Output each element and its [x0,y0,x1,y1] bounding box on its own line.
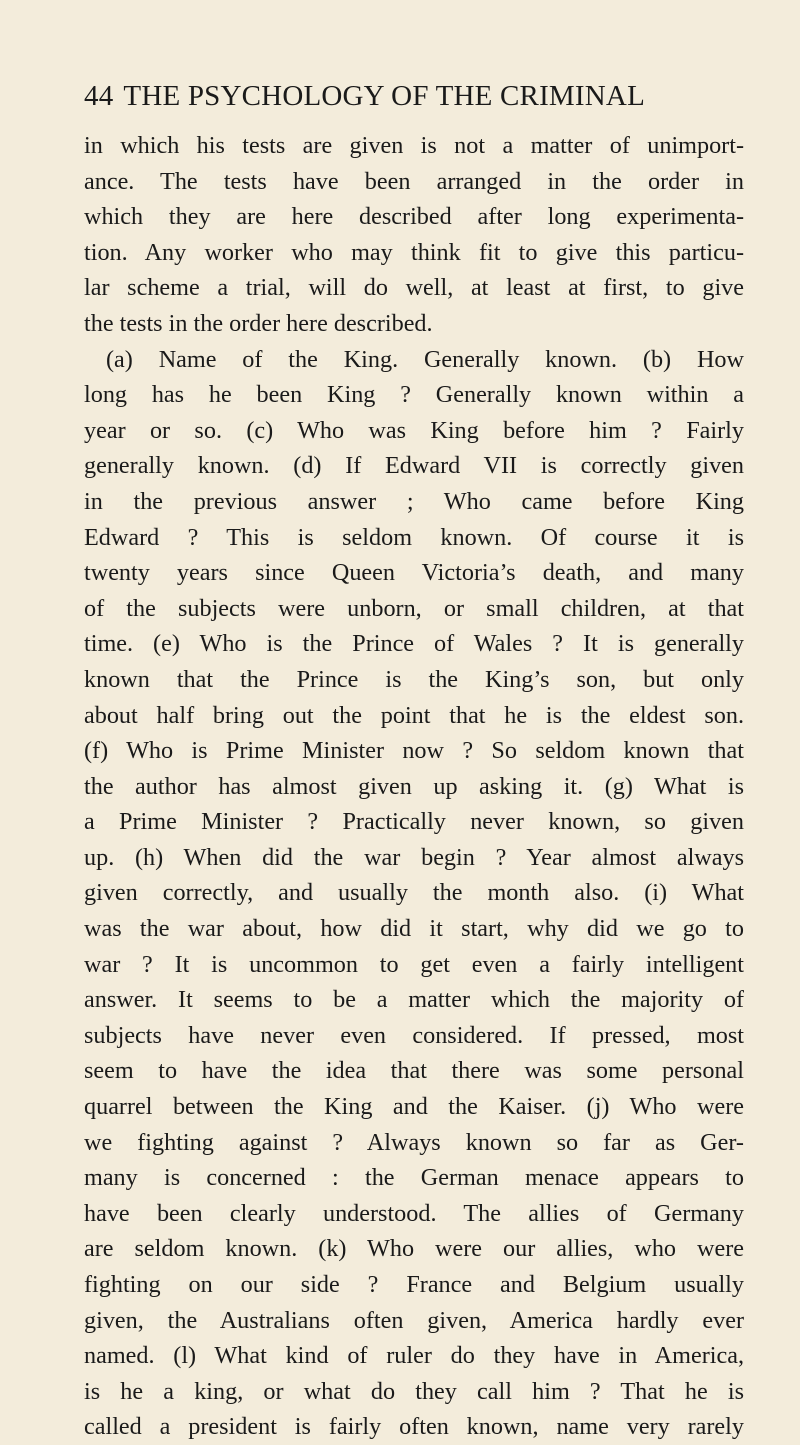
text-line: twenty years since Queen Victoria’s death, and many [84,559,744,587]
text-line: in which his tests are given is not a matter of unimport- [84,132,744,159]
text-line: year or so. (c) Who was King before him ? Fairly [84,416,744,444]
text-line: ance. The tests have been arranged in the order in [84,167,744,195]
text-line: called a president is fairly often known, name very rarely [84,1413,744,1441]
text-line: is he a king, or what do they call him ? That he is [84,1377,744,1405]
text-line: of the subjects were unborn, or small children, at that [84,594,744,622]
text-line: (a) Name of the King. Generally known. (b) How [106,345,744,373]
text-line: in the previous answer ; Who came before King [84,487,744,515]
text-line: we fighting against ? Always known so far as Ger- [84,1128,744,1156]
text-line: the tests in the order here described. [84,309,433,337]
text-line: fighting on our side ? France and Belgium usually [84,1271,744,1298]
text-line: given, the Australians often given, America hardly ever [84,1306,744,1334]
text-line: time. (e) Who is the Prince of Wales ? It is generally [84,630,744,658]
text-line: generally known. (d) If Edward VII is correctly given [84,452,744,480]
text-line: named. (l) What kind of ruler do they have in America, [84,1342,744,1370]
text-line: (f) Who is Prime Minister now ? So seldom known that [84,737,744,765]
text-line: have been clearly understood. The allies of Germany [84,1199,744,1227]
text-line: which they are here described after long experimenta- [84,203,744,231]
text-line: up. (h) When did the war begin ? Year almost always [84,843,744,871]
text-line: are seldom known. (k) Who were our allies, who were [84,1235,744,1263]
text-line: Edward ? This is seldom known. Of course it is [84,523,744,551]
text-line: the author has almost given up asking it. (g) What is [84,772,744,800]
running-head [84,78,736,114]
text-line: a Prime Minister ? Practically never known, so given [84,808,744,836]
text-line: was the war about, how did it start, why did we go to [84,915,744,943]
text-line: given correctly, and usually the month also. (i) What [84,879,744,907]
text-line: long has he been King ? Generally known within a [84,381,744,409]
text-line: lar scheme a trial, will do well, at least at first, to give [84,274,744,302]
body-text [84,128,744,1445]
text-line: subjects have never even considered. If pressed, most [84,1021,744,1049]
text-line: known that the Prince is the King’s son, but only [84,665,744,693]
text-line: about half bring out the point that he is the eldest son. [84,701,744,729]
text-line: quarrel between the King and the Kaiser. (j) Who were [84,1093,744,1121]
text-line: answer. It seems to be a matter which the majority of [84,986,744,1014]
text-line: many is concerned : the German menace appears to [84,1164,744,1192]
text-line: war ? It is uncommon to get even a fairly intelligent [84,950,744,978]
text-line: tion. Any worker who may think fit to give this particu- [84,238,744,266]
text-line: seem to have the idea that there was some personal [84,1057,744,1085]
running-head-title: THE PSYCHOLOGY OF THE CRIMINAL [123,80,645,112]
page-number: 44 [84,80,114,112]
